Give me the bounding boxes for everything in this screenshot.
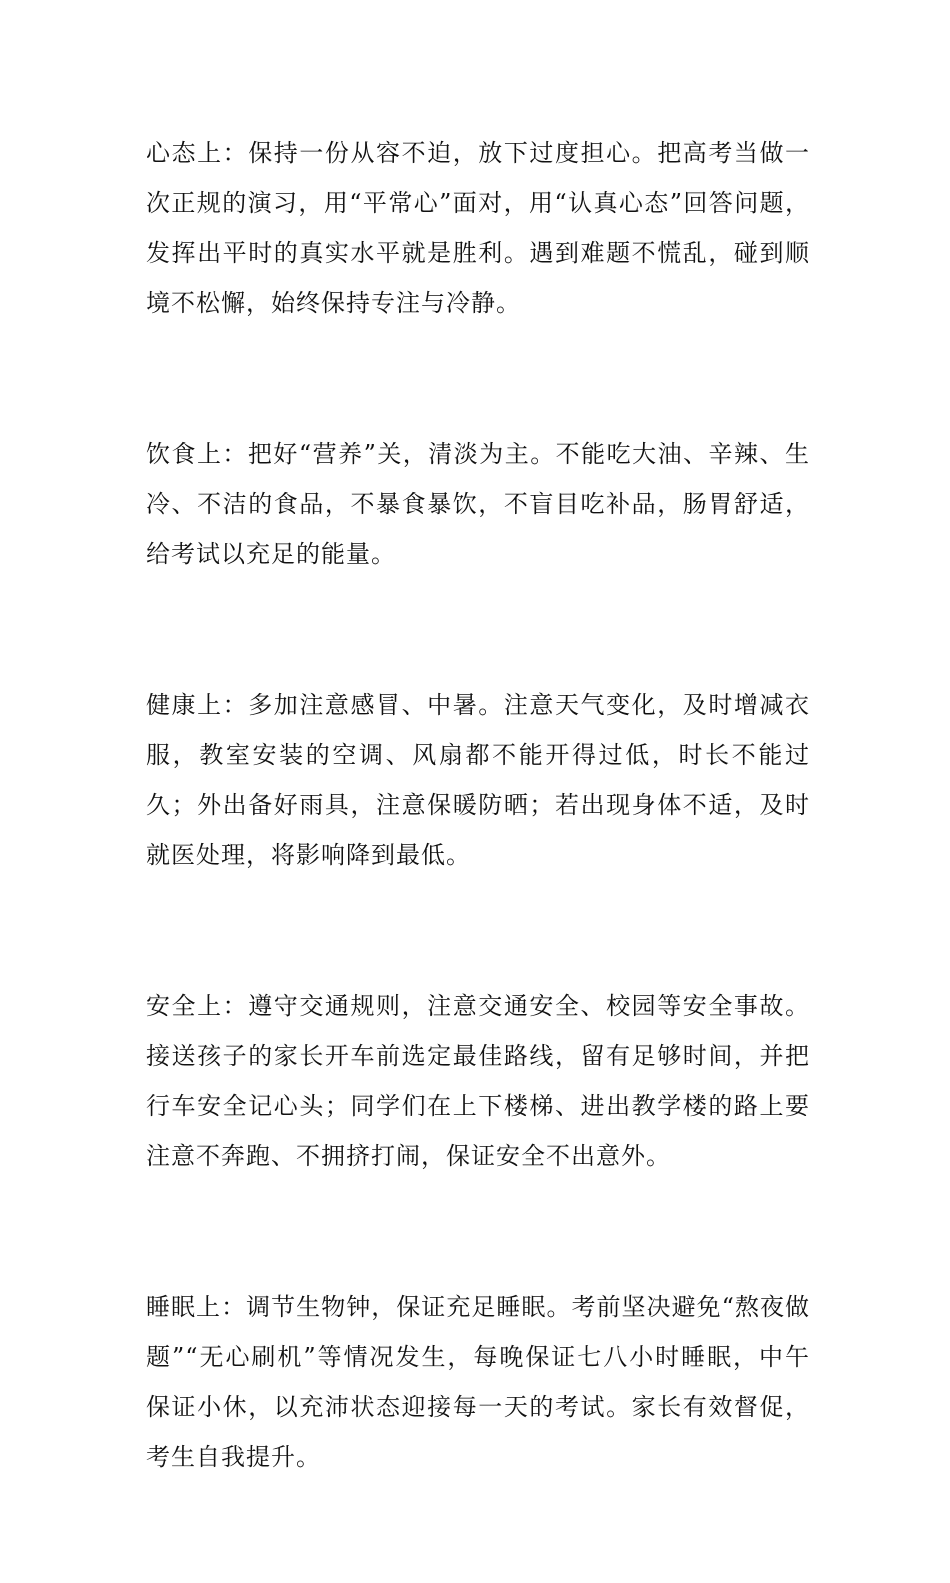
- paragraph-mindset: 心态上：保持一份从容不迫，放下过度担心。把高考当做一次正规的演习，用“平常心”面对，用“认真心态”回答问题，发挥出平时的真实水平就是胜利。遇到难题不慌乱，碰到顺境不松懈，始终保持专注与冷静。: [146, 139, 810, 317]
- paragraph-diet: 饮食上：把好“营养”关，清淡为主。不能吃大油、辛辣、生冷、不洁的食品，不暴食暴饮，不盲目吃补品，肠胃舒适，给考试以充足的能量。: [146, 440, 810, 568]
- paragraph-safety: 安全上：遵守交通规则，注意交通安全、校园等安全事故。接送孩子的家长开车前选定最佳路线，留有足够时间，并把行车安全记心头；同学们在上下楼梯、进出教学楼的路上要注意不奔跑、不拥挤打闹，保证安全不出意外。: [146, 992, 810, 1170]
- paragraph-health: 健康上：多加注意感冒、中暑。注意天气变化，及时增减衣服，教室安装的空调、风扇都不能开得过低，时长不能过久；外出备好雨具，注意保暖防晒；若出现身体不适，及时就医处理，将影响降到最低。: [146, 691, 810, 869]
- paragraph-sleep: 睡眠上：调节生物钟，保证充足睡眠。考前坚决避免“熬夜做题”“无心刷机”等情况发生，每晚保证七八小时睡眠，中午保证小休，以充沛状态迎接每一天的考试。家长有效督促，考生自我提升。: [146, 1293, 810, 1471]
- document-body: [146, 128, 810, 1583]
